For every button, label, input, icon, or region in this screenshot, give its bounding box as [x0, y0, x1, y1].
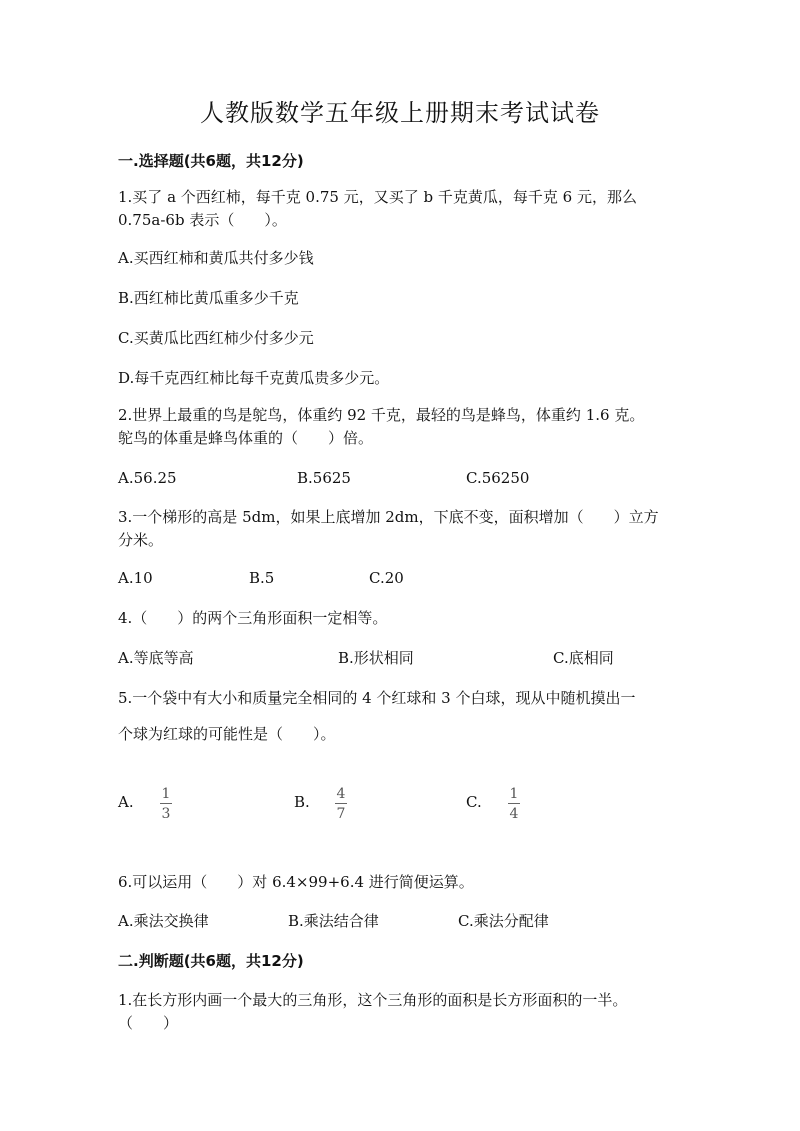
- question-6-option-c: C.乘法分配律: [458, 912, 549, 930]
- question-3-option-c: C.20: [369, 569, 404, 587]
- question-4-text: 4.（ ）的两个三角形面积一定相等。: [118, 609, 388, 627]
- question-1-text-cont: 0.75a-6b 表示（ ）。: [118, 211, 287, 229]
- page-title: 人教版数学五年级上册期末考试试卷: [200, 99, 600, 127]
- question-1-text: 1.买了 a 个西红柿，每千克 0.75 元，又买了 b 千克黄瓜，每千克 6 元，那么: [118, 188, 637, 206]
- section-heading-judgement: 二.判断题(共6题，共12分): [118, 952, 304, 970]
- question-4-option-a: A.等底等高: [118, 649, 194, 667]
- question-3-text-cont: 分米。: [118, 531, 164, 549]
- question-1-option-a: A.买西红柿和黄瓜共付多少钱: [118, 249, 314, 267]
- question-5-option-b-label: B.: [294, 793, 310, 811]
- question-5-option-b-fraction: [329, 786, 353, 822]
- fraction-numerator: 1: [161, 786, 171, 802]
- question-4-option-c: C.底相同: [553, 649, 614, 667]
- question-5-text-cont: 个球为红球的可能性是（ ）。: [118, 725, 336, 743]
- section-heading-choice: 一.选择题(共6题，共12分): [118, 152, 304, 170]
- question-5-option-a-fraction: [154, 786, 178, 822]
- question-5-option-c-fraction: [502, 786, 526, 822]
- question-2-text: 2.世界上最重的鸟是鸵鸟，体重约 92 千克，最轻的鸟是蜂鸟，体重约 1.6 克。: [118, 406, 645, 424]
- question-1-option-b: B.西红柿比黄瓜重多少千克: [118, 289, 299, 307]
- question-3-option-b: B.5: [249, 569, 275, 587]
- question-6-option-a: A.乘法交换律: [118, 912, 209, 930]
- question-2-option-a: A.56.25: [118, 469, 177, 487]
- fraction-numerator: 1: [509, 786, 519, 802]
- question-1-option-d: D.每千克西红柿比每千克黄瓜贵多少元。: [118, 369, 390, 387]
- question-1-option-c: C.买黄瓜比西红柿少付多少元: [118, 329, 314, 347]
- judgement-1-answer-blank: （ ）: [118, 1014, 179, 1032]
- fraction-denominator: 7: [336, 806, 346, 822]
- question-4-option-b: B.形状相同: [338, 649, 414, 667]
- judgement-1-text: 1.在长方形内画一个最大的三角形，这个三角形的面积是长方形面积的一半。: [118, 991, 628, 1009]
- question-3-text: 3.一个梯形的高是 5dm，如果上底增加 2dm，下底不变，面积增加（ ）立方: [118, 508, 659, 526]
- question-2-text-cont: 鸵鸟的体重是蜂鸟体重的（ ）倍。: [118, 429, 374, 447]
- question-5-option-a-label: A.: [118, 793, 134, 811]
- fraction-bar: [160, 803, 172, 804]
- fraction-bar: [508, 803, 520, 804]
- question-6-option-b: B.乘法结合律: [288, 912, 379, 930]
- question-3-option-a: A.10: [118, 569, 153, 587]
- question-2-option-b: B.5625: [297, 469, 351, 487]
- question-2-option-c: C.56250: [466, 469, 530, 487]
- question-6-text: 6.可以运用（ ）对 6.4×99+6.4 进行简便运算。: [118, 873, 474, 891]
- question-5-option-c-label: C.: [466, 793, 482, 811]
- fraction-denominator: 4: [509, 806, 519, 822]
- fraction-bar: [335, 803, 347, 804]
- question-5-text: 5.一个袋中有大小和质量完全相同的 4 个红球和 3 个白球，现从中随机摸出一: [118, 689, 636, 707]
- fraction-denominator: 3: [161, 806, 171, 822]
- fraction-numerator: 4: [336, 786, 346, 802]
